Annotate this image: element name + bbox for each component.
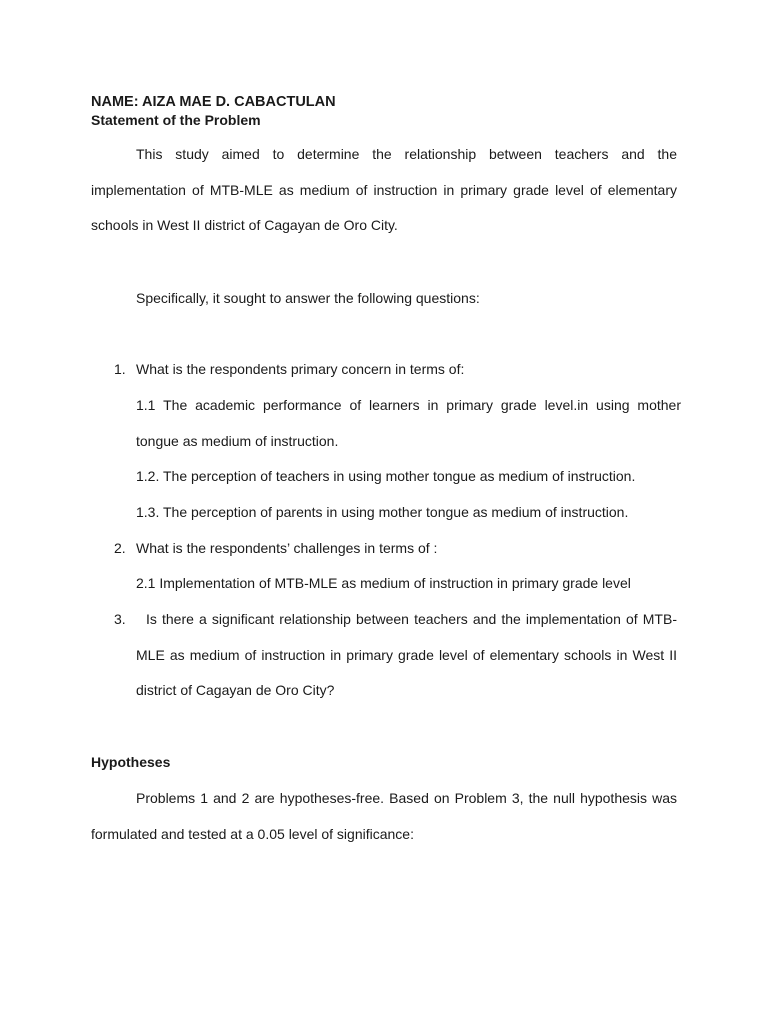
question-number: 3. bbox=[114, 611, 126, 627]
sub-question: 1.3. The perception of parents in using mother tongue as medium of instruction. bbox=[136, 504, 629, 520]
question-text bbox=[136, 602, 677, 709]
question-text: What is the respondents primary concern in terms of: bbox=[136, 361, 465, 377]
intro-paragraph bbox=[91, 137, 677, 244]
hypotheses-heading: Hypotheses bbox=[91, 754, 171, 770]
sub-question-text: 1.1 The academic performance of learners in primary grade level.in using mother tongue as medium of instruction. bbox=[136, 397, 681, 449]
sub-question: 2.1 Implementation of MTB-MLE as medium of instruction in primary grade level bbox=[136, 575, 631, 591]
intro-paragraph-text: This study aimed to determine the relationship between teachers and the implementation of MTB-MLE as medium of instruction in primary grade level of elementary schools in West II district of Cagayan de Oro City. bbox=[91, 146, 677, 234]
question-number: 1. bbox=[114, 361, 126, 377]
question-text: What is the respondents’ challenges in terms of : bbox=[136, 540, 438, 556]
question-number: 2. bbox=[114, 540, 126, 556]
specifically-line: Specifically, it sought to answer the following questions: bbox=[136, 290, 480, 306]
hypotheses-paragraph-text: Problems 1 and 2 are hypotheses-free. Based on Problem 3, the null hypothesis was formulated and tested at a 0.05 level of significance: bbox=[91, 790, 677, 842]
hypotheses-paragraph bbox=[91, 781, 677, 852]
sub-question bbox=[136, 388, 681, 459]
statement-heading: Statement of the Problem bbox=[91, 112, 261, 128]
sub-question: 1.2. The perception of teachers in using mother tongue as medium of instruction. bbox=[136, 468, 636, 484]
author-name: NAME: AIZA MAE D. CABACTULAN bbox=[91, 94, 336, 110]
question-three-text: Is there a significant relationship between teachers and the implementation of MTB-MLE as medium of instruction in primary grade level of elementary schools in West II district of Cagayan de Oro City? bbox=[136, 611, 677, 699]
